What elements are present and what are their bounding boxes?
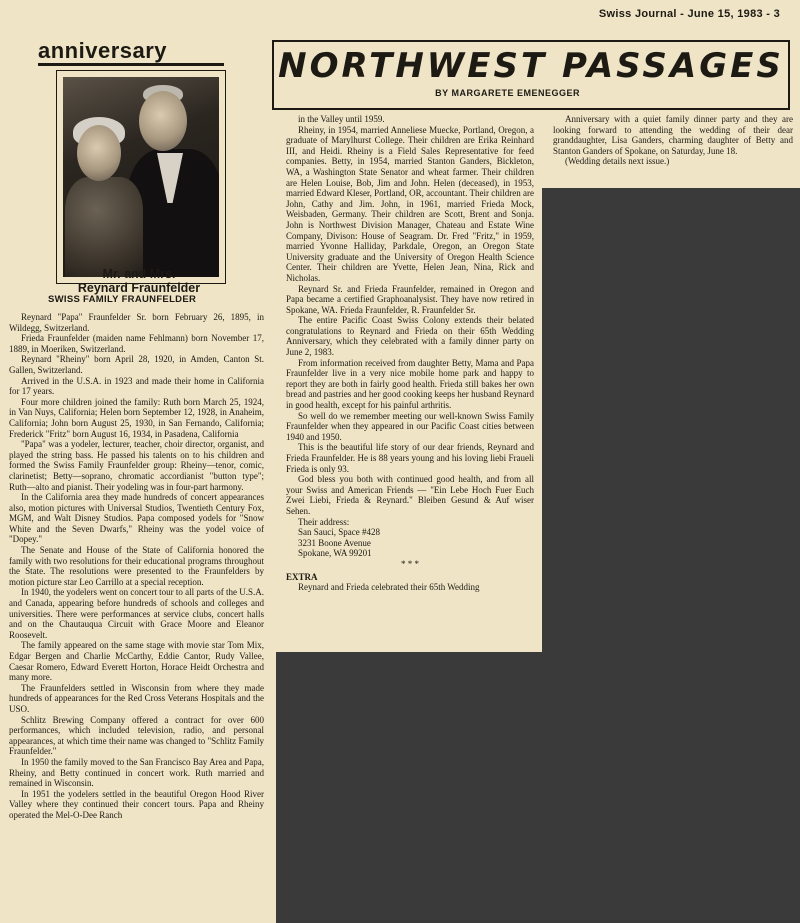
caption-line-2: Reynard Fraunfelder: [77, 281, 201, 295]
column-title: NORTHWEST PASSAGES: [278, 46, 784, 86]
paragraph: The Fraunfelders settled in Wisconsin from where they made hundreds of appearances for the Red Cross Veterans Hospitals and the USO.: [9, 682, 264, 714]
paragraph: Anniversary with a quiet family dinner party and they are looking forward to attending the wedding of their dear granddaughter, Lisa Ganders, charming daughter of Betty and Stanton Ganders of Spokane, on Saturday, June 18.: [553, 114, 793, 156]
byline: BY MARGARETE EMENEGGER: [435, 88, 580, 98]
paragraph: Rheiny, in 1954, married Anneliese Muecke, Portland, Oregon, a graduate of Marylhurst College. Their children are Erika Reinhard III, and Heidi. Rheiny is a Field Sales Representative for feed companies. Betty, in 1954, married Stanton Ganders, Bickleton, WA, a Washington State Senator and wheat farmer. Their children are Helen Louise, Bob, Jim and John. Helen (deceased), in 1953, married Edward Kleser, Portland, OR, accountant. Their children are John, Cathy and Jim. John, in 1961, married Frieda Mock, Weisbaden, Germany. Their children are Scott, Brent and Sonja. John is Northwest Division Manager, Chateau and Estate Wine Company, Divison: House of Seagram. Dr. Fred "Fritz," in 1959, married Yvonne Halliday, Parkdale, Oregon, an Oregon State University graduate and the University of Oregon Health Science Center. Their children are Yvette, Helen Jean, Nina, Rick and Nicholas.: [286, 124, 534, 283]
paragraph: In 1950 the family moved to the San Francisco Bay Area and Papa, Rheiny, and Betty continued in concert work. Ruth married and remained in Wisconsin.: [9, 756, 264, 789]
address-block: [286, 517, 534, 559]
paragraph: Schlitz Brewing Company offered a contract for over 600 performances, which included television, radio, and personal appearances, at which time their name was changed to "Schlitz Family Fraunfelder.": [9, 714, 264, 757]
paragraph: The family appeared on the same stage with movie star Tom Mix, Edgar Bergen and Charlie McCarthy, Eddie Cantor, Rudy Vallee, Caesar Romero, Edward Everett Horton, Horace Heidt Orchestra and many more.: [9, 640, 264, 683]
address-label: Their address:: [298, 516, 350, 527]
article-column-2: [286, 114, 534, 593]
paragraph: Frieda Fraunfelder (maiden name Fehlmann) born November 17, 1889, in Moeriken, Switzerland.: [9, 333, 264, 354]
article-column-1: [9, 312, 264, 821]
address-line: 3231 Boone Avenue: [298, 537, 371, 548]
caption-subtitle: SWISS FAMILY FRAUNFELDER: [48, 294, 197, 305]
couple-photo: [63, 77, 219, 277]
paragraph: In 1951 the yodelers settled in the beautiful Oregon Hood River Valley where they continued their concert tours. Papa and Rheiny operated the Mel-O-Dee Ranch: [9, 788, 264, 820]
paragraph: So well do we remember meeting our well-known Swiss Family Fraunfelder when they appeared in our Pacific Coast cities between 1940 and 1950.: [286, 410, 534, 442]
paragraph: From information received from daughter Betty, Mama and Papa Fraunfelder live in a very nice mobile home park and happy to report they are both in fairly good health. Frieda still bakes her own bread and pastries and her good cooking keeps her husband Reynard in good health, except for his painful arthritis.: [286, 357, 534, 411]
paragraph: Reynard and Frieda celebrated their 65th Wedding: [298, 582, 480, 593]
paragraph: The Senate and House of the State of California honored the family with two resolutions for their educational programs throughout the State. The resolutions were presented to the Fraunfelders by motion picture star Leo Carrillo at a special reception.: [9, 545, 264, 587]
paragraph: In the California area they made hundreds of concert appearances also, motion pictures with Universal Studios, Twentieth Century Fox, MGM, and Walt Disney Studios. Papa composed yodels for "Snow White and the Seven Dwarfs," Rheiny was the yodel voice of "Dopey.": [9, 492, 264, 545]
paragraph: Reynard "Rheiny" born April 28, 1920, in Amden, Canton St. Gallen, Switzerland.: [9, 354, 264, 375]
extra-heading: EXTRA: [286, 571, 318, 582]
section-divider: * * *: [401, 558, 419, 569]
paragraph: in the Valley until 1959.: [298, 114, 385, 124]
paragraph: Reynard Sr. and Frieda Fraunfelder, remained in Oregon and Papa became a certified Graphoanalysist. They have now retired in Spokane, WA. Frieda Fraunfelder, R. Fraunfelder Sr.: [286, 283, 534, 315]
column-masthead: [272, 40, 790, 110]
paragraph: Four more children joined the family: Ruth born March 25, 1924, in Van Nuys, California; Helen born September 12, 1928, in Anaheim, California; John born August 25, 1930, in San Fernando, California; Frederick "Fritz" born August 16, 1934, in Pasadena, California: [9, 396, 264, 439]
article-column-3: [553, 114, 793, 167]
paragraph: The entire Pacific Coast Swiss Colony extends their belated congratulations to Reynard and Frieda on their 65th Wedding Anniversary, which they celebrated with a family dinner party on June 2, 1983.: [286, 315, 534, 358]
couple-photo-frame: [56, 70, 226, 284]
address-line: Spokane, WA 99201: [298, 548, 372, 559]
photo-caption: [64, 267, 214, 295]
paragraph: Reynard "Papa" Fraunfelder Sr. born February 26, 1895, in Wildegg, Switzerland.: [9, 312, 264, 333]
paragraph: This is the beautiful life story of our dear friends, Reynard and Frieda Fraunfelder. He is 88 years young and his loving liebi Fraueli Frieda is only 93.: [286, 442, 534, 474]
anniversary-heading: anniversary: [38, 38, 168, 63]
address-line: San Sauci, Space #428: [298, 527, 380, 538]
paragraph: Arrived in the U.S.A. in 1923 and made their home in California for 17 years.: [9, 375, 264, 397]
paragraph: In 1940, the yodelers went on concert tour to all parts of the U.S.A. and Canada, appearing before hundreds of schools and colleges and universities. There were performances at service clubs, concert halls and on the Chautauqua Circuit with Grace Moore and Eleanor Roosevelt.: [9, 587, 264, 640]
paragraph: "Papa" was a yodeler, lecturer, teacher, choir director, organist, and played the string bass. He passed his talents on to his children and formed the Swiss Family Fraunfelder group: Rheiny—tenor, comic, clarinetist; Betty—soprano, chromatic accordianist "button type"; Ruth—alto and pianist. Their yodeling was in four-part harmony.: [9, 439, 264, 492]
heading-rule: [38, 63, 224, 66]
paragraph: (Wedding details next issue.): [565, 156, 670, 167]
page-header: Swiss Journal - June 15, 1983 - 3: [598, 8, 780, 20]
paragraph: God bless you both with continued good health, and from all your Swiss and American Friends — "Ein Lebe Hoch Fuer Euch Zwei Liebi, Frieda & Reynard." Bleiben Gesund & Auf wiser Sehen.: [286, 474, 534, 516]
caption-line-1: Mr. and Mrs.: [102, 267, 176, 281]
